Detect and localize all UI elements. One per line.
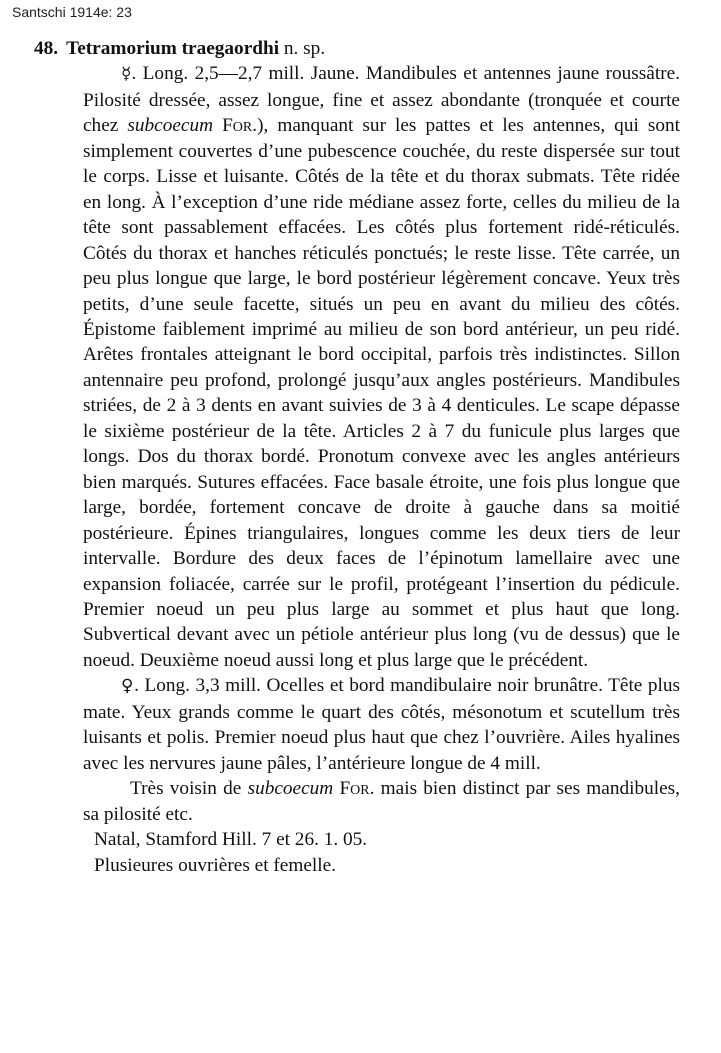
remark-compared-species: subcoecum xyxy=(247,778,334,800)
species-status: n. sp. xyxy=(283,38,326,59)
remark-author: For. xyxy=(339,778,375,800)
species-entry xyxy=(34,36,680,878)
source-citation: Santschi 1914e: 23 xyxy=(12,4,132,20)
worker-symbol-icon: ☿ xyxy=(121,64,132,85)
remark-text-2: mais bien distinct par ses mandibules, sa pilosité etc. xyxy=(83,778,680,825)
worker-description xyxy=(83,61,680,673)
female-symbol-icon: ♀ xyxy=(121,676,135,697)
remark-text-1: Très voisin de xyxy=(130,778,248,800)
remark xyxy=(83,776,680,827)
species-name: Tetramorium traegaordhi xyxy=(66,38,280,59)
worker-compared-species: subcoecum xyxy=(127,115,214,137)
female-text: . Long. 3,3 mill. Ocelles et bord mandibulaire noir brunâtre. Tête plus mate. Yeux grands comme le quart des côtés, mésonotum et scutellum très luisants et polis. Premier noeud plus haut que chez l’ouvrière. Ailes hyalines avec les nervures jaune pâles, l’antérieure longue de 4 mill. xyxy=(83,675,681,774)
entry-number: 48. xyxy=(34,38,59,59)
female-description xyxy=(83,673,680,776)
entry-heading xyxy=(34,36,680,61)
worker-text-2: ), manquant sur les pattes et les antennes, qui sont simplement couvertes d’une pubescence couchée, du reste dispersée sur tout le corps. Lisse et luisante. Côtés de la tête et du thorax submats. Tête ridée en long. À l’exception d’une ride médiane assez forte, celles du milieu de la tête sont passablement effacées. Les côtés plus fortement ridé-réticulés. Côtés du thorax et hanches réticulés ponctués; le reste lisse. Tête carrée, un peu plus longue que large, le bord postérieur légèrement concave. Yeux très petits, d’une seule facette, situés un peu en avant du milieu des côtés. Épistome faiblement imprimé au milieu de son bord antérieur, un peu ridé. Arêtes frontales atteignant le bord occipital, parfois très indistinctes. Sillon antennaire peu profond, prolongé jusqu’aux angles postérieurs. Mandibules striées, de 2 à 3 dents en avant suivies de 3 à 4 denticules. Le scape dépasse le sixième postérieur de la tête. Articles 2 à 7 du funicule plus larges que longs. Dos du thorax bordé. Pronotum convexe avec les angles antérieurs bien marqués. Sutures effacées. Face basale étroite, une fois plus longue que large, bordée, fortement concave de droite à gauche dans sa moitié postérieure. Épines triangulaires, longues comme les deux tiers de leur intervalle. Bordure des deux faces de l’épinotum lamellaire avec une expansion foliacée, carrée sur le profil, protégeant l’insertion du pédicule. Premier noeud un peu plus large au sommet et plus haut que long. Subvertical devant avec un pétiole antérieur plus long (vu de dessus) que le noeud. Deuxième noeud aussi long et plus large que le précédent. xyxy=(83,115,680,671)
worker-author: For. xyxy=(222,115,258,137)
material-line: Plusieures ouvrières et femelle. xyxy=(94,854,337,876)
locality-line: Natal, Stamford Hill. 7 et 26. 1. 05. xyxy=(94,829,368,851)
worker-text-1: . Long. 2,5—2,7 mill. Jaune. Mandibules et antennes jaune roussâtre. Pilosité dressée, assez longue, fine et assez abondante (tronquée et courte chez xyxy=(83,63,680,137)
